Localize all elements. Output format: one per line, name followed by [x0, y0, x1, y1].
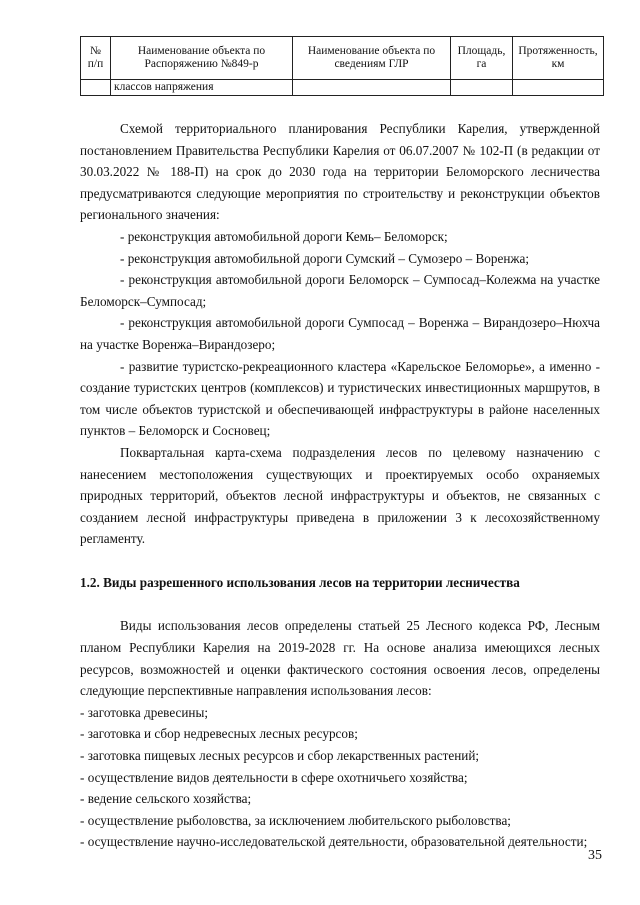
- measure-item: - реконструкция автомобильной дороги Кемь– Беломорск;: [120, 228, 448, 244]
- measure-item: - реконструкция автомобильной дороги Сумпосад – Воренжа – Вирандозеро–Нюхча на участке Воренжа–Вирандозеро;: [80, 315, 600, 352]
- measure-item: - реконструкция автомобильной дороги Беломорск – Сумпосад–Колежма на участке Беломорск–Сумпосад;: [80, 272, 600, 309]
- list-item: - осуществление научно-исследовательской деятельности, образовательной деятельности;: [80, 834, 588, 850]
- page-number: 35: [588, 848, 602, 863]
- measure-item: - реконструкция автомобильной дороги Сумский – Сумозеро – Воренжа;: [120, 250, 530, 266]
- table-cell: [451, 80, 513, 96]
- document-body: [80, 118, 600, 853]
- list-item: - осуществление рыболовства, за исключением любительского рыболовства;: [80, 812, 511, 828]
- measure-item: - развитие туристско-рекреационного кластера «Карельское Беломорье», а именно - создание туристских центров (комплексов) и туристических инвестиционных маршрутов, в том числе объектов туристской и обеспечивающей инфраструктуры в районе населенных пунктов – Беломорск и Сосновец;: [80, 358, 600, 439]
- header-area: Площадь, га: [451, 37, 513, 80]
- section-heading: 1.2. Виды разрешенного использования лесов на территории лесничества: [80, 574, 520, 590]
- header-object-glr: Наименование объекта по сведениям ГЛР: [293, 37, 451, 80]
- table-row: [81, 80, 604, 96]
- table-cell: классов напряжения: [111, 80, 293, 96]
- header-object-order: Наименование объекта по Распоряжению №849-р: [111, 37, 293, 80]
- header-number: № п/п: [81, 37, 111, 80]
- table-cell: [513, 80, 604, 96]
- table-cell: [81, 80, 111, 96]
- list-item: - заготовка и сбор недревесных лесных ресурсов;: [80, 726, 358, 742]
- list-item: - заготовка древесины;: [80, 704, 208, 720]
- paragraph-map-scheme: Поквартальная карта-схема подразделения лесов по целевому назначению с нанесением местоположения существующих и проектируемых особо охраняемых природных территорий, объектов лесной инфраструктуры и объектов, не связанных с созданием лесной инфраструктуры приведена в приложении 3 к лесохозяйственному регламенту.: [80, 444, 600, 547]
- paragraph-forest-uses: Виды использования лесов определены статьей 25 Лесного кодекса РФ, Лесным планом Республики Карелия на 2019-2028 гг. На основе анализа имеющихся лесных ресурсов, возможностей и оценки фактического состояния освоения лесов, определены следующие перспективные направления использования лесов:: [80, 618, 600, 699]
- list-item: - заготовка пищевых лесных ресурсов и сбор лекарственных растений;: [80, 748, 480, 764]
- list-item: - осуществление видов деятельности в сфере охотничьего хозяйства;: [80, 769, 468, 785]
- paragraph-territorial-scheme: Схемой территориального планирования Республики Карелия, утвержденной постановлением Правительства Республики Карелия от 06.07.2007 № 102-П (в редакции от 30.03.2022 № 188-П) на срок до 2030 года на территории Беломорского лесничества предусматриваются следующие мероприятия по строительству и реконструкции объектов регионального значения:: [80, 121, 600, 223]
- list-item: - ведение сельского хозяйства;: [80, 791, 252, 807]
- objects-table-fragment: [80, 36, 603, 96]
- header-length: Протяженность, км: [513, 37, 604, 80]
- table-cell: [293, 80, 451, 96]
- table-header-row: [81, 37, 604, 80]
- objects-table: [80, 36, 604, 96]
- forest-uses-list: [80, 702, 600, 853]
